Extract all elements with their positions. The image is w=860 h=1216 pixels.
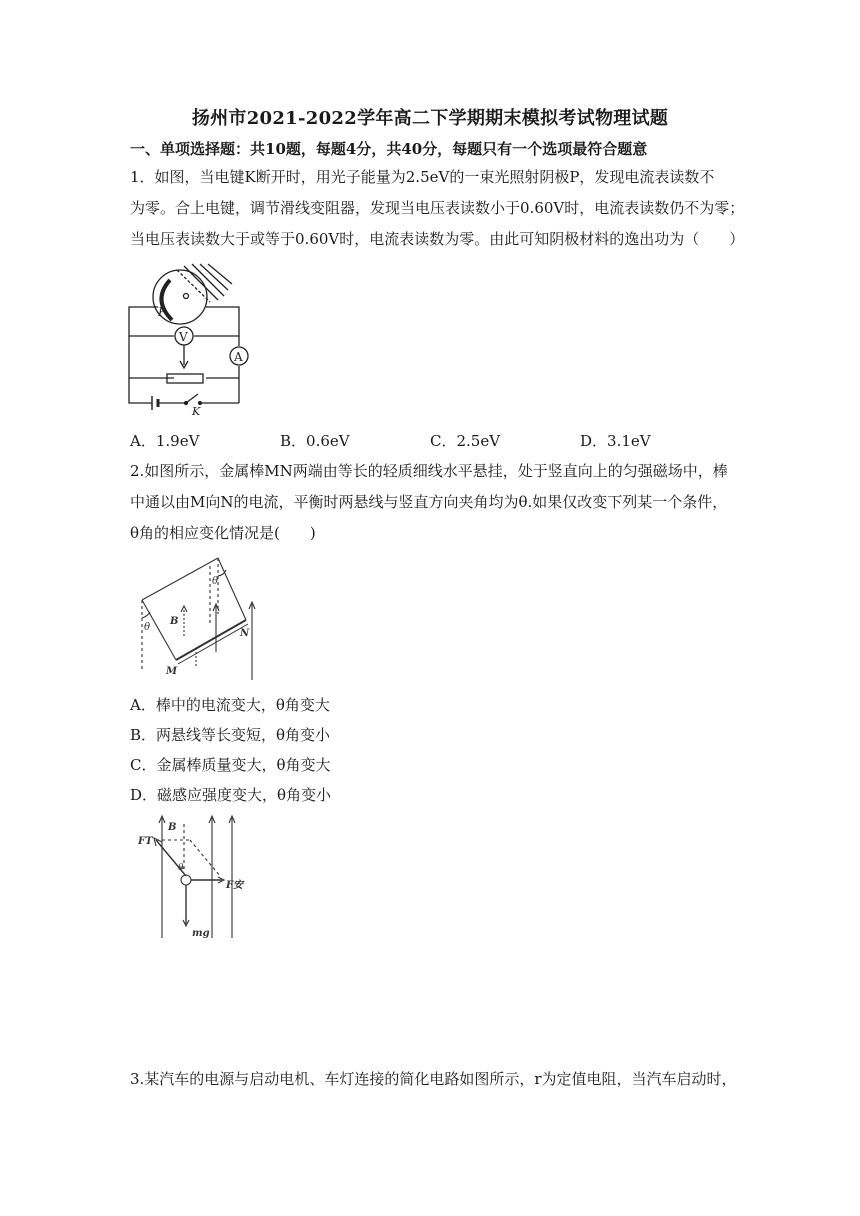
section-heading: 一、单项选择题：共10题，每题4分，共40分，每题只有一个选项最符合题意: [130, 140, 648, 158]
label-v: V: [179, 330, 188, 344]
q1-line-2: 为零。合上电键，调节滑线变阻器，发现当电压表读数小于0.60V时，电流表读数仍不为零；: [130, 199, 745, 217]
q2-option-b: B．两悬线等长变短，θ角变小: [130, 726, 331, 744]
q2-option-c: C．金属棒质量变大，θ角变大: [130, 756, 331, 774]
q2-option-d: D．磁感应强度变大，θ角变小: [130, 786, 332, 804]
label-m: M: [166, 666, 178, 677]
q2-option-a: A．棒中的电流变大，θ角变大: [130, 696, 330, 714]
label-theta-force: θ: [178, 863, 184, 873]
q2-line-3: θ角的相应变化情况是( ): [130, 524, 316, 542]
label-p: P: [158, 305, 167, 319]
hanging-rod-figure: [132, 556, 272, 682]
label-theta-right: θ: [212, 576, 219, 587]
label-n: N: [240, 628, 250, 639]
q1-line-3: 当电压表读数大于或等于0.60V时，电流表读数为零。由此可知阴极材料的逸出功为（ ）: [130, 230, 745, 248]
label-a: A: [234, 350, 243, 364]
label-k: K: [192, 405, 201, 418]
switch-icon: [186, 394, 198, 403]
photoelectric-circuit-figure: [122, 262, 252, 422]
q1-option-a: A．1.9eV: [130, 432, 200, 450]
q1-option-b: B．0.6eV: [280, 432, 350, 450]
label-theta-left: θ: [144, 622, 151, 633]
page-title: 扬州市2021-2022学年高二下学期期末模拟考试物理试题: [191, 108, 669, 129]
q1-option-c: C．2.5eV: [430, 432, 501, 450]
label-mg: mg: [192, 928, 210, 939]
label-b-force: B: [168, 822, 177, 833]
q2-line-2: 中通以由M向N的电流，平衡时两悬线与竖直方向夹角均为θ.如果仅改变下列某一个条件，: [130, 493, 728, 511]
label-b: B: [170, 616, 179, 627]
q1-option-d: D．3.1eV: [580, 432, 651, 450]
label-f-an: F安: [226, 880, 244, 891]
label-ft: FT: [138, 836, 153, 847]
force-diagram-figure: [134, 812, 254, 942]
q2-line-1: 2.如图所示，金属棒MN两端由等长的轻质细线水平悬挂，处于竖直向上的匀强磁场中，棒: [130, 462, 728, 480]
q3-line-1: 3.某汽车的电源与启动电机、车灯连接的简化电路如图所示，r为定值电阻，当汽车启动时，: [130, 1070, 737, 1088]
q1-line-1: 1．如图，当电键K断开时，用光子能量为2.5eV的一束光照射阴极P，发现电流表读数不: [130, 168, 715, 186]
